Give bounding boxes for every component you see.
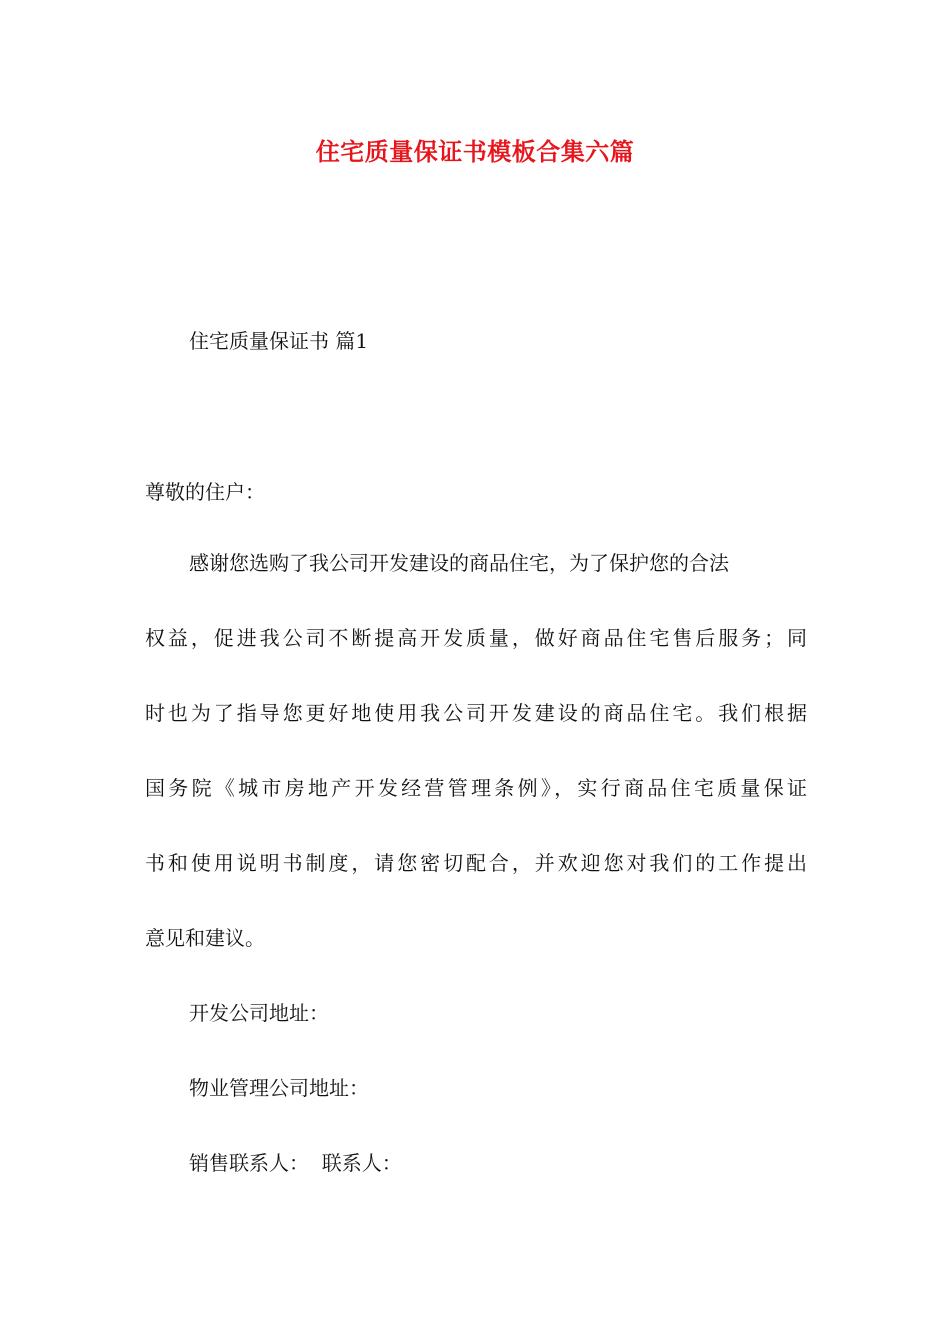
property-management-address-field: 物业管理公司地址： — [189, 1076, 369, 1100]
paragraph-line-3: 时也为了指导您更好地使用我公司开发建设的商品住宅。我们根据 — [145, 701, 807, 725]
section-heading: 住宅质量保证书 篇1 — [189, 329, 369, 353]
salutation: 尊敬的住户： — [145, 480, 265, 504]
paragraph-line-1: 感谢您选购了我公司开发建设的商品住宅，为了保护您的合法 — [189, 551, 729, 575]
developer-address-field: 开发公司地址： — [189, 1001, 329, 1025]
sales-contact-field: 销售联系人： 联系人： — [189, 1151, 402, 1175]
document-title: 住宅质量保证书模板合集六篇 — [315, 137, 635, 166]
paragraph-line-2: 权益，促进我公司不断提高开发质量，做好商品住宅售后服务；同 — [145, 626, 807, 650]
paragraph-line-5: 书和使用说明书制度，请您密切配合，并欢迎您对我们的工作提出 — [145, 851, 807, 875]
paragraph-line-6: 意见和建议。 — [145, 926, 265, 950]
paragraph-line-4: 国务院《城市房地产开发经营管理条例》，实行商品住宅质量保证 — [145, 776, 807, 800]
